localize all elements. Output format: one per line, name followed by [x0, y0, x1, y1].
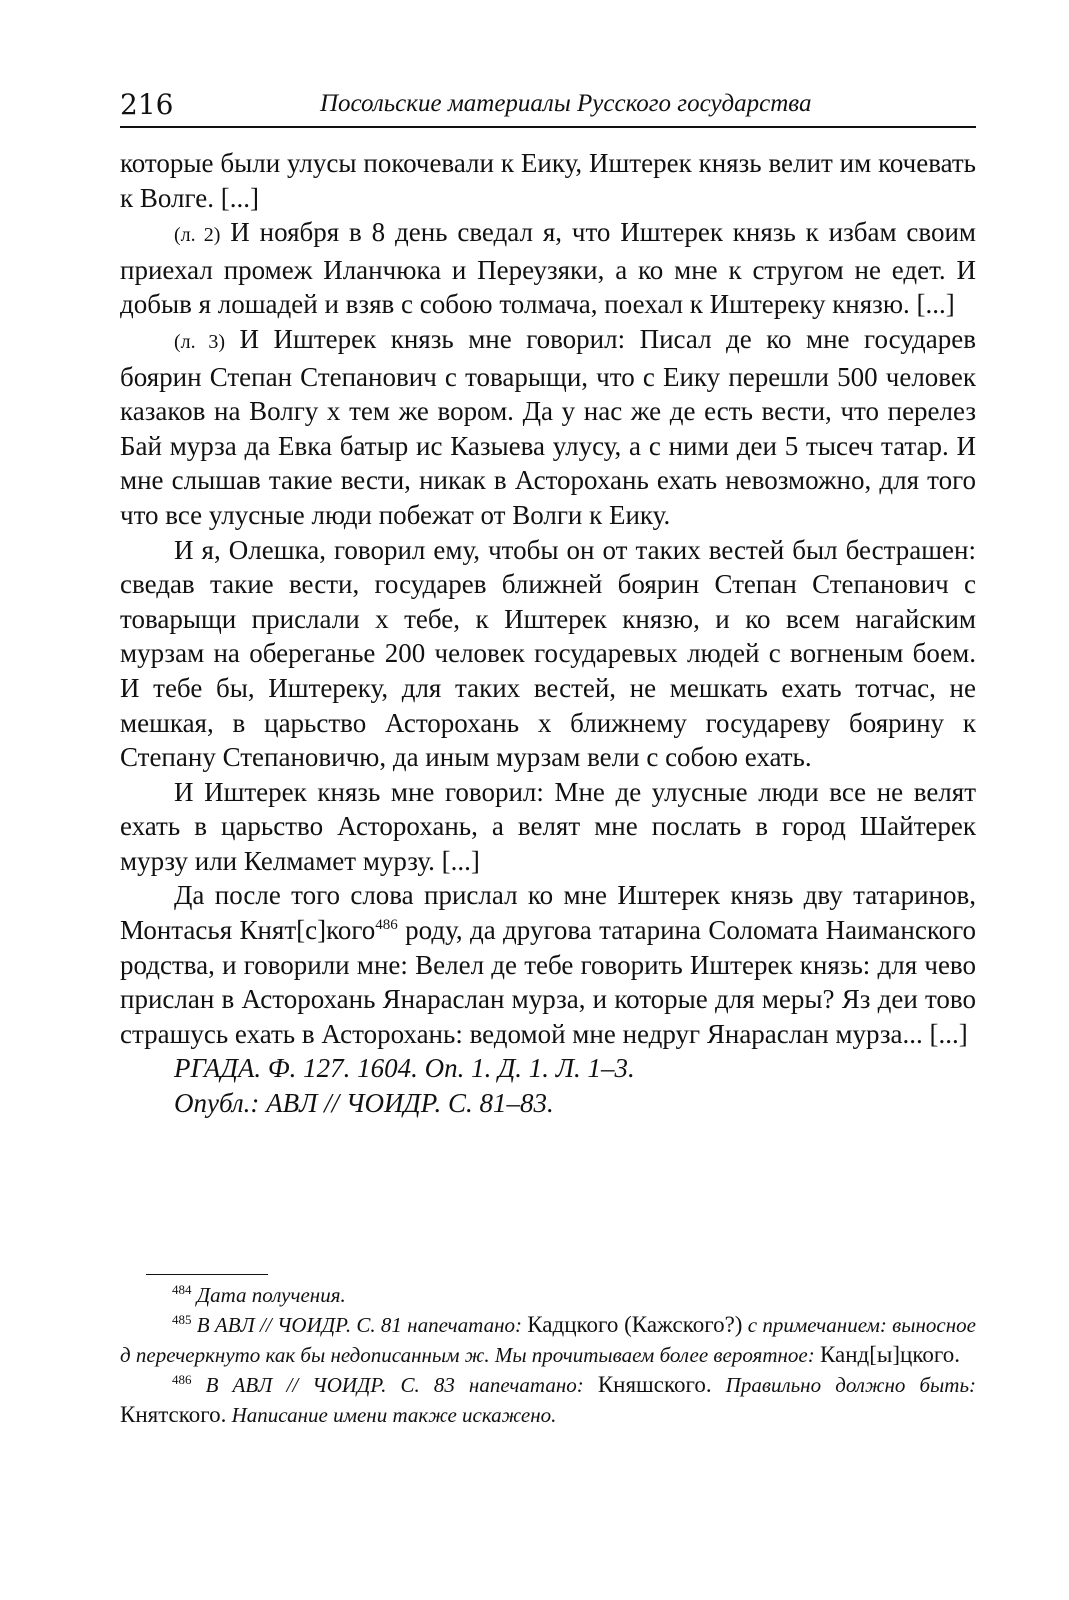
footnote-484 — [120, 1280, 976, 1310]
paragraph-3-text: И Иштерек князь мне говорил: Писал де ко мне государев боярин Степан Степанович с товарыщи, что с Еику перешли 500 человек казаков на Волгу х тем же вором. Да у нас же де есть вести, что перелез Бай мурза да Евка батыр ис Казыева улусу, а с ними деи 5 тысеч татар. И мне слышав такие вести, никак в Асторохань ехать невозможно, для того что все улусные люди побежат от Волги к Еику. — [120, 323, 976, 530]
footnote-text: Княшского. — [597, 1372, 712, 1397]
paragraph-1: которые были улусы покочевали к Еику, Иштерек князь велит им кочевать к Волге. [...] — [120, 148, 976, 213]
paragraph-4: И я, Олешка, говорил ему, чтобы он от таких вестей был бестрашен: сведав такие вести, государев ближней боярин Степан Степанович с товарыщи прислали х тебе, к Иштерек князю, и ко всем нагайским мурзам на обереганье 200 человек государевых людей с вогненым боем. И тебе бы, Иштереку, для таких вестей, не мешкать ехать тотчас, не мешкая, в царьство Асторохань х ближнему государеву боярину к Степану Степановичю, да иным мурзам вели с собою ехать. — [120, 534, 976, 773]
footnote-text: Написание имени также искажено. — [226, 1403, 557, 1427]
main-text — [120, 146, 976, 1121]
page-number: 216 — [120, 88, 174, 121]
paragraph-2-text: И ноября в 8 день сведал я, что Иштерек князь к избам своим приехал промеж Иланчюка и Переузяки, а ко мне к стругом не едет. И добыв я лошадей и взяв с собою толмача, поехал к Иштереку князю. [...] — [120, 217, 976, 320]
paragraph-6-text-b: роду, да другова татарина Соломата Наиманского родства, и говорили мне: Велел де тебе говорить Иштерек князь: для чево прислан в Асторохань Янараслан мурза, и которые для меры? Яз деи тово страшусь ехать в Асторохань: ведомой мне недруг Янараслан мурза... [...] — [120, 915, 977, 1049]
footnote-text: Дата получения. — [196, 1283, 346, 1307]
footnote-486 — [120, 1370, 976, 1430]
footnotes — [120, 1280, 976, 1430]
source-archive: РГАДА. Ф. 127. 1604. Оп. 1. Д. 1. Л. 1–3. — [174, 1053, 635, 1084]
footnote-divider — [146, 1274, 268, 1275]
footnote-ref-486[interactable]: 486 — [375, 917, 398, 934]
source-published: Опубл.: АВЛ // ЧОИДР. С. 81–83. — [174, 1088, 554, 1119]
paragraph-6 — [120, 878, 976, 1051]
paragraph-3 — [120, 322, 976, 533]
leaf-reference: (л. 2) — [174, 224, 221, 247]
footnote-text: Княтского. — [120, 1402, 227, 1427]
paragraph-2 — [120, 215, 976, 322]
footnote-text: В АВЛ // ЧОИДР. С. 81 напечатано: — [196, 1313, 528, 1337]
footnote-text: Кадцкого (Кажского?) — [527, 1312, 743, 1337]
paragraph-6-text-a: Да после того слова прислал ко мне Иштерек князь дву татаринов, Монтасья Княт[с]кого — [120, 880, 976, 946]
footnote-number: 485 — [172, 1312, 192, 1327]
footnote-number: 484 — [172, 1282, 192, 1297]
running-title: Посольские материалы Русского государства — [320, 90, 812, 117]
footnote-text: с примечанием: выносное д перечеркнуто как бы недописанным ж. Мы прочитываем более вероятное: — [120, 1313, 976, 1367]
footnote-485 — [120, 1310, 976, 1370]
paragraph-5: И Иштерек князь мне говорил: Мне де улусные люди все не велят ехать в царьство Асторохань, а велят мне послать в город Шайтерек мурзу или Келмамет мурзу. [...] — [120, 776, 976, 876]
footnote-text: В АВЛ // ЧОИДР. С. 83 напечатано: — [205, 1373, 598, 1397]
footnote-text: Канд[ы]цкого. — [819, 1342, 960, 1367]
footnote-text: Правильно должно быть: — [711, 1373, 976, 1397]
leaf-reference: (л. 3) — [174, 330, 226, 353]
footnote-number: 486 — [172, 1372, 192, 1387]
running-header — [120, 86, 976, 128]
